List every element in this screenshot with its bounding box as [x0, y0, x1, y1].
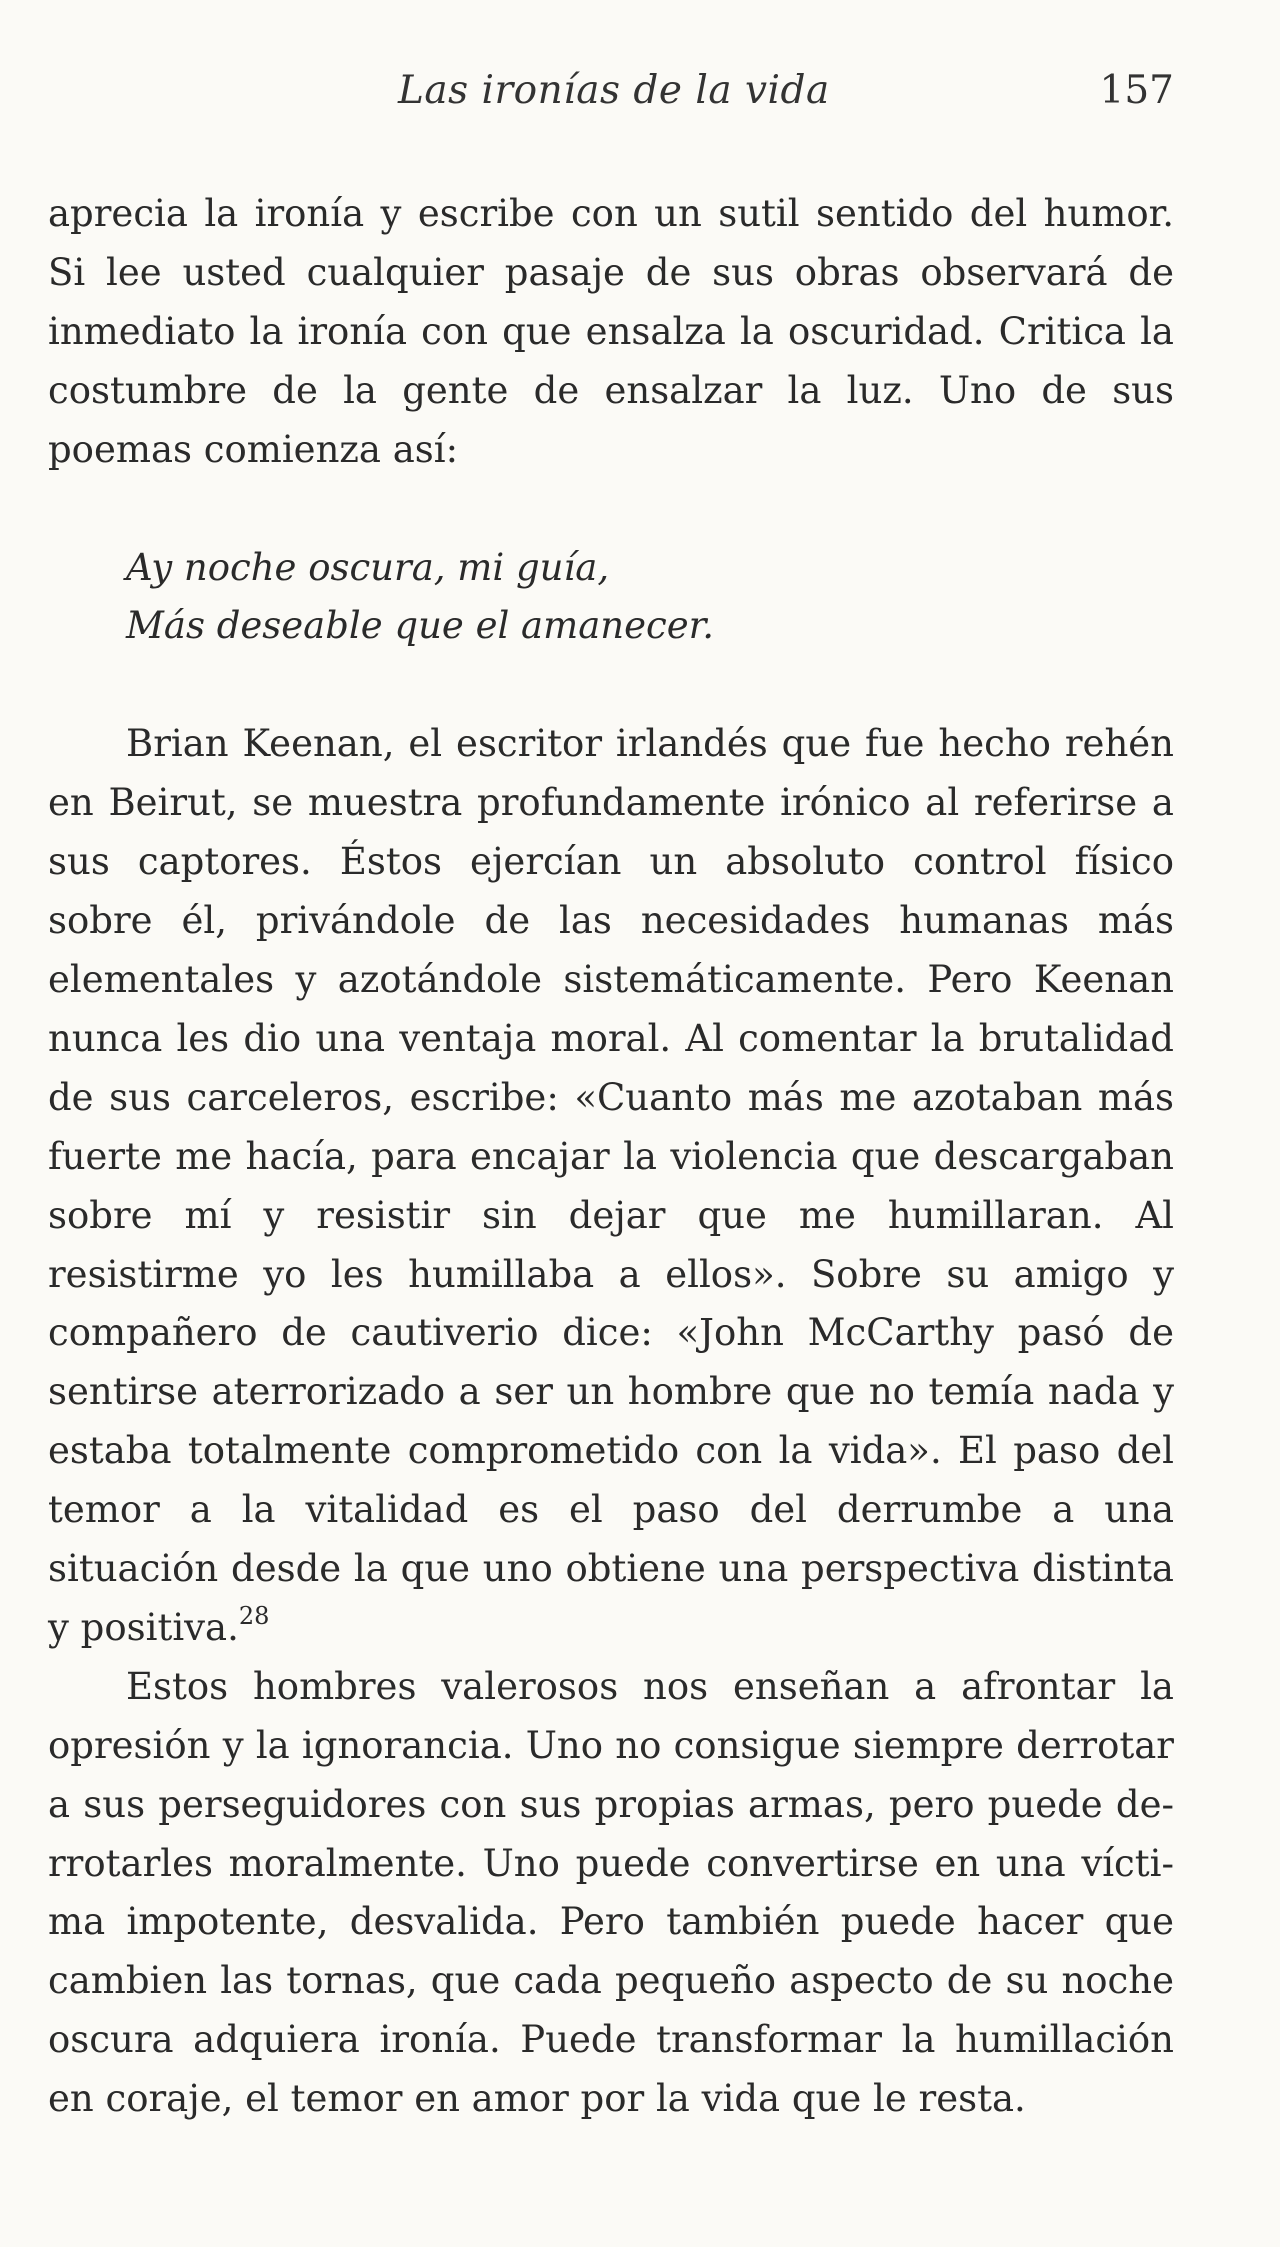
poem-line-1: Ay noche oscura, mi guía, [126, 545, 610, 589]
running-header [48, 68, 1174, 128]
paragraph-1: aprecia la ironía y escribe con un sutil sentido del humor. Si lee usted cualquier pasaje de sus obras observará de inmediato la ironía con que ensalza la oscuridad. Critica la costumbre de la gente de ensalzar la luz. Uno de sus poemas comienza así: [48, 192, 1174, 471]
paragraph-2-text: Brian Keenan, el escritor irlandés que fue hecho rehén en Beirut, se muestra profundamente irónico al referirse a sus captores. Éstos ejercían un absoluto control físico sobre él, privándole de las necesidades humanas más elementales y azotándole sistemáticamente. Pero Keenan nunca les dio una ventaja moral. Al comentar la brutalidad de sus carceleros, escribe: «Cuanto más me azotaban más fuerte me hacía, para encajar la violencia que descargaban sobre mí y resistir sin dejar que me humillaran. Al resistirme yo les humillaba a ellos». Sobre su amigo y compañero de cautiverio dice: «John McCarthy pasó de sentirse aterrorizado a ser un hombre que no temía nada y estaba totalmente comprometido con la vida». El paso del temor a la vitalidad es el paso del derrumbe a una situación desde la que uno obtiene una perspectiva distinta y positiva. [48, 722, 1174, 1649]
page-number: 157 [1099, 68, 1174, 113]
poem-quote [126, 539, 1174, 657]
running-title: Las ironías de la vida [398, 68, 830, 113]
poem-line-2: Más deseable que el amanecer. [126, 604, 714, 648]
paragraph-3: Estos hombres valerosos nos enseñan a afrontar la opresión y la ignorancia. Uno no consigue siempre derrotar a sus perseguidores con sus propias armas, pero puede derrotarles moralmente. Uno puede convertirse en una víctima impotente, desvalida. Pero también puede hacer que cambien las tornas, que cada pequeño aspecto de su noche oscura adquiera ironía. Puede transformar la humillación en coraje, el temor en amor por la vida que le resta. [48, 1664, 1174, 2121]
footnote-reference: 28 [238, 1601, 270, 1630]
body-text [48, 185, 1174, 2129]
paragraph-2 [48, 715, 1174, 1658]
